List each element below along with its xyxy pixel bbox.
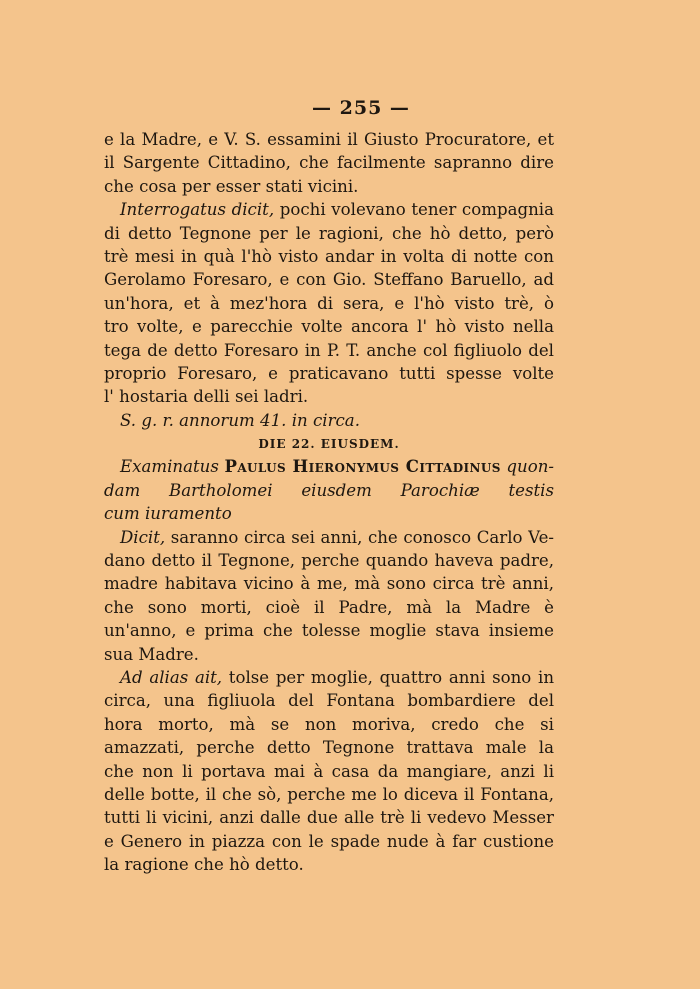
page-number: — 255 — xyxy=(312,97,410,119)
text-line: e la Madre, e V. S. essamini il Giusto Procuratore, et xyxy=(104,130,554,149)
text-line: di detto Tegnone per le ragioni, che hò detto, però xyxy=(104,223,554,243)
text-line: il Sargente Cittadino, che facilmente sapranno dire xyxy=(104,153,554,173)
text-line xyxy=(104,526,554,549)
text-line: tega de detto Foresaro in P. T. anche col figliuolo del xyxy=(104,340,554,360)
body-text xyxy=(104,128,554,877)
text-line xyxy=(104,455,554,478)
text-span: tolse per moglie, quattro anni sono in xyxy=(222,667,554,687)
examinatus-lead: Examinatus xyxy=(120,457,219,477)
text-line: amazzati, perche detto Tegnone trattava male la xyxy=(104,738,554,758)
text-line: la ragione che hò detto. xyxy=(104,855,304,875)
text-line xyxy=(104,198,554,221)
text-line: che non li portava mai à casa da mangiare, anzi li xyxy=(104,761,554,781)
text-line: che sono morti, cioè il Padre, mà la Madre è xyxy=(104,597,554,617)
date-heading: DIE 22. EIUSDEM. xyxy=(258,437,400,452)
text-line: dano detto il Tegnone, perche quando haveva padre, xyxy=(104,551,554,571)
text-line: Gerolamo Foresaro, e con Gio. Steffano Baruello, ad xyxy=(104,270,554,290)
text-line: l' hostaria delli sei ladri. xyxy=(104,387,309,407)
text-span: quon- xyxy=(506,457,554,477)
text-line: sua Madre. xyxy=(104,644,199,664)
text-line: cum iuramento xyxy=(104,504,232,524)
dicit-lead: Dicit, xyxy=(120,527,166,547)
text-line: delle botte, il che sò, perche me lo diceva il Fontana, xyxy=(104,784,554,804)
text-line: circa, una figliuola del Fontana bombardiere del xyxy=(104,691,554,711)
text-line: e Genero in piazza con le spade nude à far custione xyxy=(104,831,554,851)
text-line: trè mesi in quà l'hò visto andar in volta di notte con xyxy=(104,246,554,266)
text-span: pochi volevano tener compagnia xyxy=(274,200,554,220)
text-span: saranno circa sei anni, che conosco Carlo Ve- xyxy=(165,527,554,547)
text-line: proprio Foresaro, e praticavano tutti spesse volte xyxy=(104,363,554,383)
text-line: tutti li vicini, anzi dalle due alle trè li vedevo Messer xyxy=(104,808,554,828)
text-line xyxy=(104,666,554,689)
text-line: un'anno, e prima che tolesse moglie stava insieme xyxy=(104,621,554,641)
ad-alias-lead: Ad alias ait, xyxy=(120,667,223,687)
text-line: un'hora, et à mez'hora di sera, e l'hò visto trè, ò xyxy=(104,293,554,313)
witness-name: Paulus Hieronymus Cittadinus xyxy=(224,456,501,477)
interrogatus-lead: Interrogatus dicit, xyxy=(120,200,275,220)
text-line: che cosa per esser stati vicini. xyxy=(104,176,359,196)
text-line: hora morto, mà se non moriva, credo che si xyxy=(104,714,554,734)
text-line: tro volte, e parecchie volte ancora l' hò visto nella xyxy=(104,317,554,337)
age-line: S. g. r. annorum 41. in circa. xyxy=(120,410,360,430)
text-line: dam Bartholomei eiusdem Parochiæ testis xyxy=(104,480,554,500)
text-line: madre habitava vicino à me, mà sono circa trè anni, xyxy=(104,574,554,594)
